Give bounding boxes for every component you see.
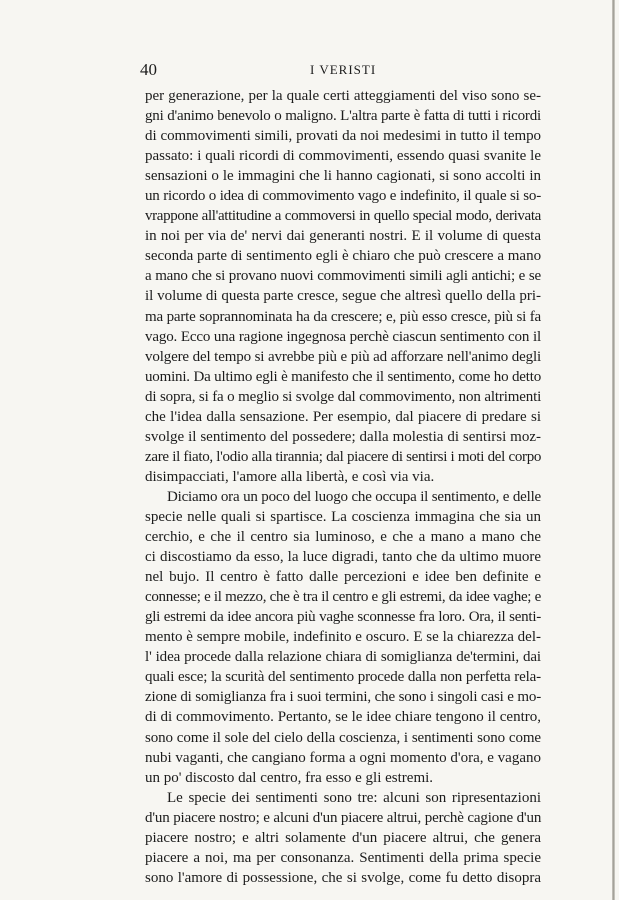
page-edge: [612, 0, 615, 900]
body-text: [145, 86, 541, 888]
text-line: cerchio, e che il centro sia luminoso, e che a mano a mano che: [145, 529, 541, 546]
text-line: piacere nostro; e altri solamente d'un piacere altrui, che genera: [145, 829, 541, 846]
text-line: nel bujo. Il centro è fatto dalle percezioni e idee ben definite e: [145, 569, 541, 586]
text-line: sono l'amore di possessione, che si svolge, come fu detto disopra: [145, 869, 541, 886]
text-line: mento è sempre mobile, indefinito e oscuro. E se la chiarezza del-: [145, 629, 541, 646]
text-line: svolge il sentimento del possedere; dalla molestia di sentirsi moz-: [145, 428, 541, 445]
text-line: sono come il sole del cielo della coscienza, i sentimenti sono come: [145, 729, 541, 746]
text-line: un po' discosto dal centro, fra esso e gli estremi.: [145, 769, 434, 786]
text-line: Le specie dei sentimenti sono tre: alcuni son ripresentazioni: [167, 789, 541, 806]
text-line: quali esce; la scurità del sentimento procede dalla non perfetta rela-: [145, 669, 541, 686]
text-line: ma parte soprannominata ha da crescere; e, più esso cresce, più si fa: [145, 308, 541, 325]
text-line: piacere a noi, ma per consonanza. Sentimenti della prima specie: [145, 849, 541, 866]
text-line: per generazione, per la quale certi atteggiamenti del viso sono se-: [145, 88, 541, 104]
text-line: di di commovimento. Pertanto, se le idee chiare tengono il centro,: [145, 709, 541, 726]
text-line: passato: i quali ricordi di commovimenti, essendo quasi svanite le: [145, 148, 541, 165]
text-line: volgere del tempo si avrebbe più e più ad afforzare nell'animo degli: [145, 348, 541, 365]
text-line: connesse; e il mezzo, che è tra il centro e gli estremi, da idee vaghe; e: [145, 589, 541, 606]
text-line: che l'idea dalla sensazione. Per esempio, dal piacere di predare si: [145, 408, 541, 425]
text-line: sensazioni o le immagini che li hanno cagionati, si sono accolti in: [145, 168, 541, 185]
text-line: in noi per via de' nervi dai generanti nostri. E il volume di questa: [145, 228, 541, 245]
text-line: a mano che si provano nuovi commovimenti simili agli antichi; e se: [145, 268, 541, 285]
text-line: il volume di questa parte cresce, segue che altresì quello della pri-: [145, 288, 541, 305]
text-line: l' idea procede dalla relazione chiara di somiglianza de'termini, dai: [145, 649, 541, 666]
text-line: specie nelle quali si spartisce. La coscienza immagina che sia un: [145, 508, 541, 525]
text-line: uomini. Da ultimo egli è manifesto che il sentimento, come ho detto: [145, 368, 541, 385]
text-line: di sopra, si fa o meglio si svolge dal commovimento, non altrimenti: [145, 388, 542, 405]
text-line: vago. Ecco una ragione ingegnosa perchè ciascun sentimento con il: [145, 328, 541, 345]
text-line: Diciamo ora un poco del luogo che occupa il sentimento, e delle: [167, 488, 541, 505]
text-line: vrappone all'attitudine a commoversi in quello special modo, derivata: [145, 208, 541, 225]
text-line: un ricordo o idea di commovimento vago e indefinito, il quale si so-: [145, 188, 541, 205]
text-line: gli estremi da idee ancora più vaghe sconnesse fra loro. Ora, il senti-: [145, 609, 541, 626]
running-head: I VERISTI: [310, 62, 377, 77]
text-line: di commovimenti simili, provati da noi medesimi in tutto il tempo: [145, 128, 541, 145]
text-line: gni d'animo benevolo o maligno. L'altra parte è fatta di tutti i ricordi: [145, 108, 541, 125]
text-line: ci discostiamo da esso, la luce digradi, tanto che da ultimo muore: [145, 549, 541, 566]
page-number: 40: [140, 60, 157, 79]
text-line: seconda parte di sentimento egli è chiaro che può crescere a mano: [145, 248, 542, 265]
text-line: zare il fiato, l'odio alla tirannia; dal piacere di sentirsi i moti del corpo: [145, 448, 542, 465]
text-line: nubi vaganti, che cangiano forma a ogni momento d'ora, e vagano: [145, 749, 541, 766]
text-line: d'un piacere nostro; e alcuni d'un piacere altrui, perchè cagione d'un: [145, 809, 542, 826]
text-line: zione di somiglianza fra i suoi termini, che sono i singoli casi e mo-: [145, 689, 542, 706]
text-line: disimpacciati, l'amore alla libertà, e così via via.: [145, 468, 435, 485]
